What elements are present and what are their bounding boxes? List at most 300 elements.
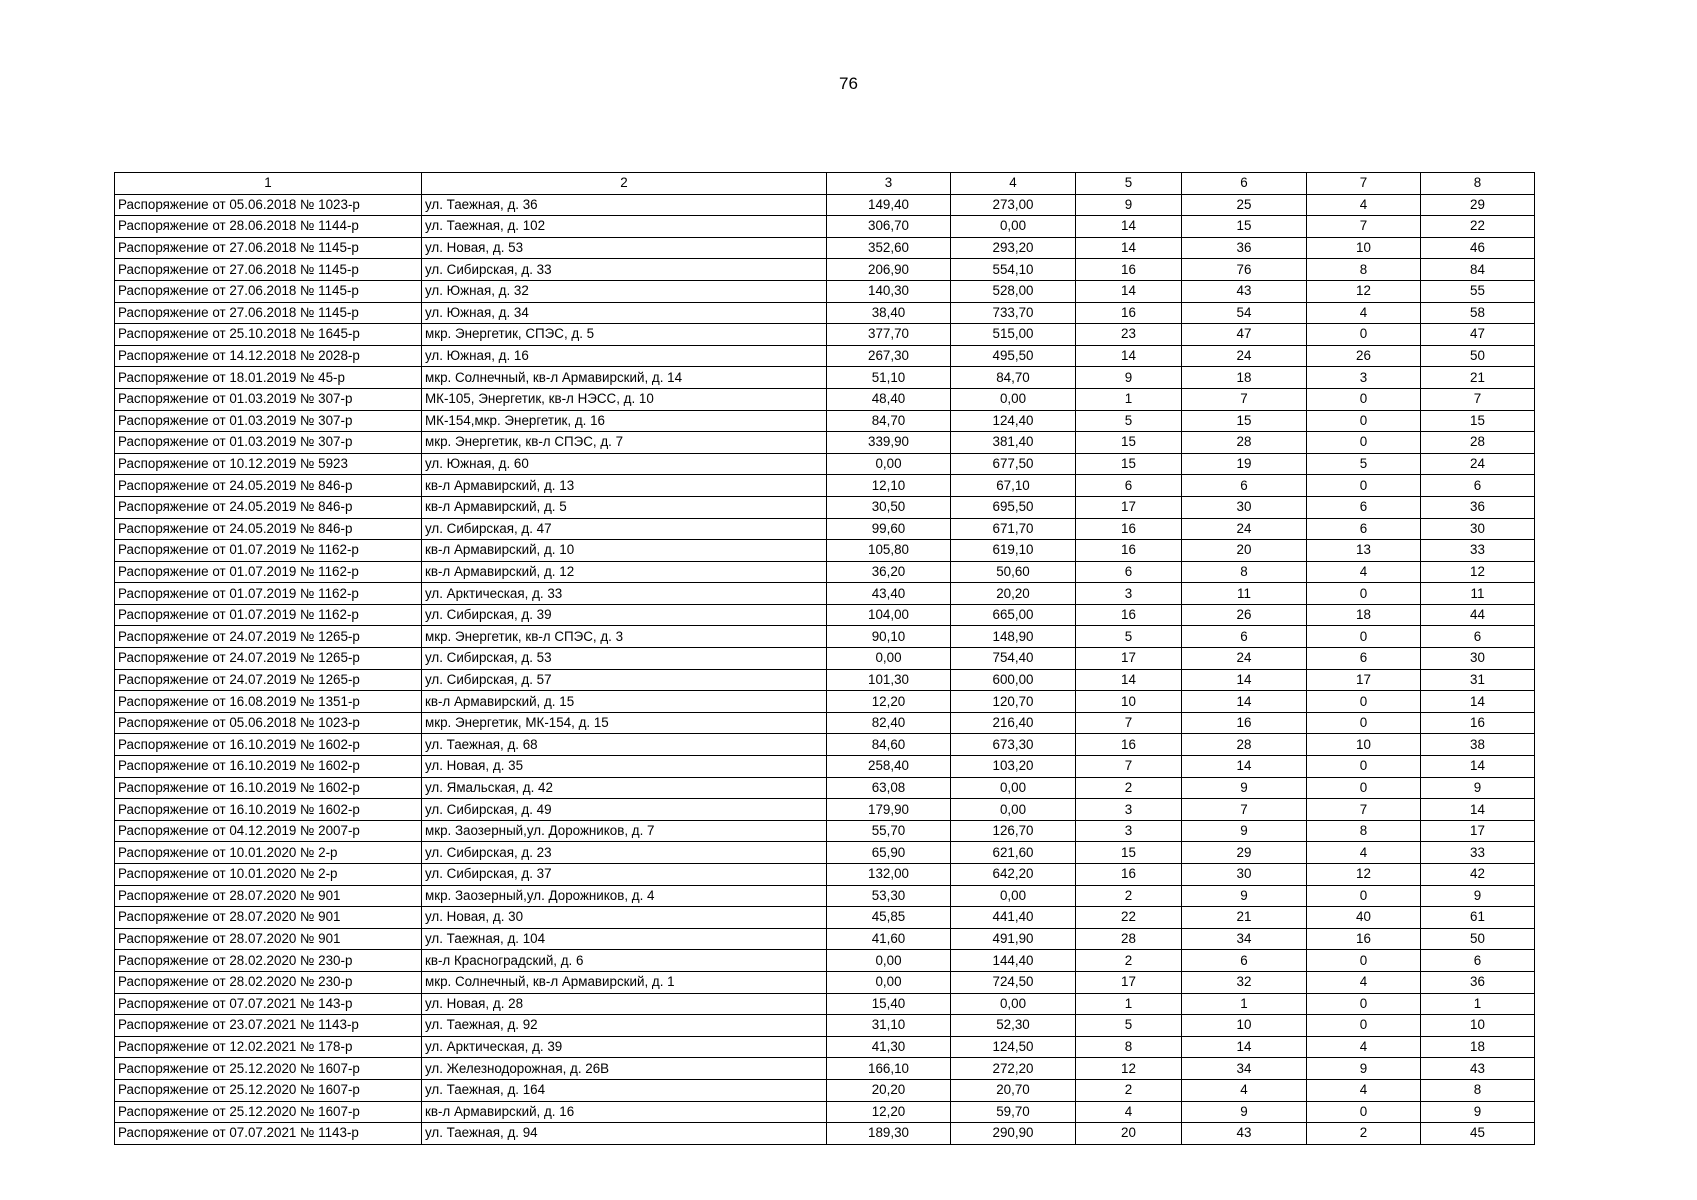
table-row (115, 367, 1535, 389)
value-cell: 24 (1421, 453, 1535, 475)
order-cell: Распоряжение от 23.07.2021 № 1143-р (115, 1015, 422, 1037)
value-cell: 2 (1076, 777, 1182, 799)
value-cell: 673,30 (951, 734, 1076, 756)
value-cell: 42 (1421, 864, 1535, 886)
value-cell: 7 (1307, 799, 1421, 821)
value-cell: 36 (1182, 237, 1307, 259)
address-cell: ул. Южная, д. 34 (422, 302, 827, 324)
address-cell: ул. Сибирская, д. 33 (422, 259, 827, 281)
address-cell: ул. Новая, д. 35 (422, 756, 827, 778)
value-cell: 14 (1182, 756, 1307, 778)
table-row (115, 410, 1535, 432)
value-cell: 16 (1076, 540, 1182, 562)
value-cell: 14 (1182, 669, 1307, 691)
value-cell: 99,60 (827, 518, 951, 540)
value-cell: 15 (1076, 842, 1182, 864)
value-cell: 0,00 (951, 777, 1076, 799)
address-cell: ул. Сибирская, д. 57 (422, 669, 827, 691)
value-cell: 10 (1307, 237, 1421, 259)
address-cell: кв-л Армавирский, д. 16 (422, 1101, 827, 1123)
value-cell: 23 (1076, 324, 1182, 346)
address-cell: ул. Таежная, д. 164 (422, 1079, 827, 1101)
value-cell: 441,40 (951, 907, 1076, 929)
order-cell: Распоряжение от 28.07.2020 № 901 (115, 928, 422, 950)
value-cell: 272,20 (951, 1058, 1076, 1080)
value-cell: 1 (1076, 993, 1182, 1015)
value-cell: 0,00 (827, 453, 951, 475)
value-cell: 53,30 (827, 885, 951, 907)
order-cell: Распоряжение от 16.08.2019 № 1351-р (115, 691, 422, 713)
value-cell: 30 (1182, 496, 1307, 518)
order-cell: Распоряжение от 10.01.2020 № 2-р (115, 864, 422, 886)
value-cell: 17 (1076, 971, 1182, 993)
value-cell: 9 (1076, 194, 1182, 216)
value-cell: 7 (1307, 216, 1421, 238)
value-cell: 22 (1076, 907, 1182, 929)
order-cell: Распоряжение от 24.07.2019 № 1265-р (115, 626, 422, 648)
address-cell: кв-л Армавирский, д. 13 (422, 475, 827, 497)
value-cell: 48,40 (827, 388, 951, 410)
address-cell: ул. Сибирская, д. 47 (422, 518, 827, 540)
value-cell: 6 (1182, 950, 1307, 972)
value-cell: 43 (1182, 280, 1307, 302)
order-cell: Распоряжение от 28.02.2020 № 230-р (115, 971, 422, 993)
address-cell: ул. Южная, д. 32 (422, 280, 827, 302)
value-cell: 14 (1182, 691, 1307, 713)
value-cell: 45,85 (827, 907, 951, 929)
value-cell: 101,30 (827, 669, 951, 691)
value-cell: 4 (1307, 194, 1421, 216)
value-cell: 8 (1076, 1036, 1182, 1058)
value-cell: 621,60 (951, 842, 1076, 864)
value-cell: 4 (1307, 302, 1421, 324)
value-cell: 267,30 (827, 345, 951, 367)
table-row (115, 993, 1535, 1015)
value-cell: 0,00 (827, 950, 951, 972)
table-row (115, 1101, 1535, 1123)
order-cell: Распоряжение от 16.10.2019 № 1602-р (115, 777, 422, 799)
table-row (115, 928, 1535, 950)
value-cell: 36,20 (827, 561, 951, 583)
table-row (115, 561, 1535, 583)
order-cell: Распоряжение от 24.05.2019 № 846-р (115, 518, 422, 540)
address-cell: ул. Таежная, д. 94 (422, 1123, 827, 1145)
value-cell: 15 (1182, 216, 1307, 238)
value-cell: 15 (1182, 410, 1307, 432)
value-cell: 76 (1182, 259, 1307, 281)
value-cell: 7 (1421, 388, 1535, 410)
value-cell: 0 (1307, 777, 1421, 799)
table-row (115, 237, 1535, 259)
table-row (115, 820, 1535, 842)
value-cell: 0 (1307, 691, 1421, 713)
order-cell: Распоряжение от 01.07.2019 № 1162-р (115, 604, 422, 626)
value-cell: 754,40 (951, 648, 1076, 670)
address-cell: ул. Сибирская, д. 37 (422, 864, 827, 886)
value-cell: 9 (1182, 1101, 1307, 1123)
order-cell: Распоряжение от 25.10.2018 № 1645-р (115, 324, 422, 346)
value-cell: 3 (1076, 583, 1182, 605)
value-cell: 6 (1307, 648, 1421, 670)
order-cell: Распоряжение от 01.03.2019 № 307-р (115, 388, 422, 410)
value-cell: 24 (1182, 345, 1307, 367)
value-cell: 8 (1307, 259, 1421, 281)
value-cell: 5 (1076, 1015, 1182, 1037)
value-cell: 28 (1182, 432, 1307, 454)
column-header: 6 (1182, 173, 1307, 195)
value-cell: 273,00 (951, 194, 1076, 216)
value-cell: 671,70 (951, 518, 1076, 540)
value-cell: 31,10 (827, 1015, 951, 1037)
value-cell: 34 (1182, 1058, 1307, 1080)
value-cell: 0 (1307, 756, 1421, 778)
value-cell: 46 (1421, 237, 1535, 259)
value-cell: 6 (1076, 475, 1182, 497)
order-cell: Распоряжение от 27.06.2018 № 1145-р (115, 259, 422, 281)
value-cell: 6 (1307, 496, 1421, 518)
value-cell: 9 (1076, 367, 1182, 389)
value-cell: 50 (1421, 345, 1535, 367)
order-cell: Распоряжение от 14.12.2018 № 2028-р (115, 345, 422, 367)
column-header: 1 (115, 173, 422, 195)
order-cell: Распоряжение от 28.02.2020 № 230-р (115, 950, 422, 972)
value-cell: 290,90 (951, 1123, 1076, 1145)
value-cell: 10 (1076, 691, 1182, 713)
value-cell: 0 (1307, 475, 1421, 497)
value-cell: 6 (1182, 475, 1307, 497)
order-cell: Распоряжение от 24.05.2019 № 846-р (115, 475, 422, 497)
value-cell: 15 (1076, 432, 1182, 454)
value-cell: 36 (1421, 496, 1535, 518)
order-cell: Распоряжение от 28.06.2018 № 1144-р (115, 216, 422, 238)
address-cell: ул. Южная, д. 60 (422, 453, 827, 475)
address-cell: кв-л Красноградский, д. 6 (422, 950, 827, 972)
table-row (115, 1015, 1535, 1037)
address-cell: ул. Таежная, д. 36 (422, 194, 827, 216)
order-cell: Распоряжение от 24.05.2019 № 846-р (115, 496, 422, 518)
value-cell: 12,10 (827, 475, 951, 497)
value-cell: 8 (1421, 1079, 1535, 1101)
value-cell: 12 (1307, 864, 1421, 886)
table-row (115, 1058, 1535, 1080)
value-cell: 21 (1421, 367, 1535, 389)
order-cell: Распоряжение от 12.02.2021 № 178-р (115, 1036, 422, 1058)
value-cell: 63,08 (827, 777, 951, 799)
value-cell: 19 (1182, 453, 1307, 475)
value-cell: 724,50 (951, 971, 1076, 993)
value-cell: 0 (1307, 1015, 1421, 1037)
value-cell: 65,90 (827, 842, 951, 864)
value-cell: 26 (1307, 345, 1421, 367)
value-cell: 40 (1307, 907, 1421, 929)
table-row (115, 388, 1535, 410)
value-cell: 59,70 (951, 1101, 1076, 1123)
value-cell: 17 (1076, 648, 1182, 670)
value-cell: 515,00 (951, 324, 1076, 346)
value-cell: 54 (1182, 302, 1307, 324)
value-cell: 33 (1421, 842, 1535, 864)
order-cell: Распоряжение от 28.07.2020 № 901 (115, 907, 422, 929)
value-cell: 148,90 (951, 626, 1076, 648)
value-cell: 41,30 (827, 1036, 951, 1058)
value-cell: 20,20 (827, 1079, 951, 1101)
table-row (115, 540, 1535, 562)
table-row (115, 453, 1535, 475)
value-cell: 52,30 (951, 1015, 1076, 1037)
value-cell: 495,50 (951, 345, 1076, 367)
value-cell: 8 (1182, 561, 1307, 583)
value-cell: 12 (1076, 1058, 1182, 1080)
table-row (115, 475, 1535, 497)
column-header: 4 (951, 173, 1076, 195)
value-cell: 642,20 (951, 864, 1076, 886)
page-number: 76 (839, 74, 858, 93)
value-cell: 132,00 (827, 864, 951, 886)
order-cell: Распоряжение от 01.03.2019 № 307-р (115, 432, 422, 454)
order-cell: Распоряжение от 27.06.2018 № 1145-р (115, 280, 422, 302)
value-cell: 10 (1182, 1015, 1307, 1037)
value-cell: 22 (1421, 216, 1535, 238)
value-cell: 12 (1421, 561, 1535, 583)
value-cell: 20 (1182, 540, 1307, 562)
value-cell: 9 (1182, 777, 1307, 799)
value-cell: 82,40 (827, 712, 951, 734)
value-cell: 14 (1421, 799, 1535, 821)
table-row (115, 302, 1535, 324)
value-cell: 4 (1307, 1079, 1421, 1101)
table-row (115, 259, 1535, 281)
value-cell: 6 (1076, 561, 1182, 583)
value-cell: 16 (1076, 302, 1182, 324)
table-row (115, 1123, 1535, 1145)
value-cell: 9 (1307, 1058, 1421, 1080)
value-cell: 43 (1182, 1123, 1307, 1145)
table-row (115, 669, 1535, 691)
value-cell: 103,20 (951, 756, 1076, 778)
value-cell: 206,90 (827, 259, 951, 281)
value-cell: 3 (1076, 799, 1182, 821)
order-cell: Распоряжение от 24.07.2019 № 1265-р (115, 648, 422, 670)
address-cell: ул. Таежная, д. 92 (422, 1015, 827, 1037)
value-cell: 17 (1076, 496, 1182, 518)
order-cell: Распоряжение от 25.12.2020 № 1607-р (115, 1101, 422, 1123)
value-cell: 47 (1182, 324, 1307, 346)
table-row (115, 907, 1535, 929)
value-cell: 30,50 (827, 496, 951, 518)
value-cell: 352,60 (827, 237, 951, 259)
value-cell: 0,00 (951, 799, 1076, 821)
order-cell: Распоряжение от 07.07.2021 № 143-р (115, 993, 422, 1015)
value-cell: 30 (1421, 518, 1535, 540)
value-cell: 0,00 (827, 648, 951, 670)
address-cell: мкр. Заозерный,ул. Дорожников, д. 4 (422, 885, 827, 907)
value-cell: 36 (1421, 971, 1535, 993)
address-cell: мкр. Энергетик, кв-л СПЭС, д. 3 (422, 626, 827, 648)
value-cell: 216,40 (951, 712, 1076, 734)
value-cell: 166,10 (827, 1058, 951, 1080)
table-row (115, 324, 1535, 346)
value-cell: 6 (1421, 950, 1535, 972)
value-cell: 105,80 (827, 540, 951, 562)
value-cell: 5 (1076, 626, 1182, 648)
value-cell: 30 (1182, 864, 1307, 886)
address-cell: ул. Ямальская, д. 42 (422, 777, 827, 799)
value-cell: 2 (1076, 885, 1182, 907)
value-cell: 24 (1182, 518, 1307, 540)
table-row (115, 777, 1535, 799)
value-cell: 7 (1076, 712, 1182, 734)
table-row (115, 648, 1535, 670)
value-cell: 61 (1421, 907, 1535, 929)
value-cell: 21 (1182, 907, 1307, 929)
value-cell: 17 (1307, 669, 1421, 691)
value-cell: 84 (1421, 259, 1535, 281)
order-cell: Распоряжение от 05.06.2018 № 1023-р (115, 194, 422, 216)
value-cell: 32 (1182, 971, 1307, 993)
order-cell: Распоряжение от 16.10.2019 № 1602-р (115, 734, 422, 756)
address-cell: мкр. Солнечный, кв-л Армавирский, д. 1 (422, 971, 827, 993)
order-cell: Распоряжение от 05.06.2018 № 1023-р (115, 712, 422, 734)
value-cell: 0 (1307, 1101, 1421, 1123)
column-header: 8 (1421, 173, 1535, 195)
table-row (115, 885, 1535, 907)
value-cell: 5 (1307, 453, 1421, 475)
value-cell: 55 (1421, 280, 1535, 302)
value-cell: 0 (1307, 410, 1421, 432)
address-cell: ул. Новая, д. 53 (422, 237, 827, 259)
table-row (115, 280, 1535, 302)
order-cell: Распоряжение от 18.01.2019 № 45-р (115, 367, 422, 389)
value-cell: 13 (1307, 540, 1421, 562)
address-cell: ул. Сибирская, д. 49 (422, 799, 827, 821)
value-cell: 25 (1182, 194, 1307, 216)
value-cell: 8 (1307, 820, 1421, 842)
value-cell: 9 (1421, 777, 1535, 799)
value-cell: 677,50 (951, 453, 1076, 475)
value-cell: 15 (1076, 453, 1182, 475)
table-row (115, 604, 1535, 626)
table-row (115, 216, 1535, 238)
table-row (115, 756, 1535, 778)
value-cell: 2 (1307, 1123, 1421, 1145)
value-cell: 1 (1421, 993, 1535, 1015)
value-cell: 258,40 (827, 756, 951, 778)
value-cell: 0 (1307, 626, 1421, 648)
value-cell: 38 (1421, 734, 1535, 756)
value-cell: 50,60 (951, 561, 1076, 583)
table-header-row (115, 173, 1535, 195)
value-cell: 0 (1307, 583, 1421, 605)
value-cell: 381,40 (951, 432, 1076, 454)
value-cell: 104,00 (827, 604, 951, 626)
column-header: 2 (422, 173, 827, 195)
value-cell: 2 (1076, 1079, 1182, 1101)
value-cell: 9 (1182, 885, 1307, 907)
value-cell: 9 (1421, 1101, 1535, 1123)
value-cell: 14 (1421, 756, 1535, 778)
data-table (114, 172, 1535, 1145)
order-cell: Распоряжение от 16.10.2019 № 1602-р (115, 799, 422, 821)
value-cell: 0 (1307, 712, 1421, 734)
table-row (115, 496, 1535, 518)
order-cell: Распоряжение от 01.07.2019 № 1162-р (115, 540, 422, 562)
value-cell: 34 (1182, 928, 1307, 950)
value-cell: 0,00 (951, 993, 1076, 1015)
value-cell: 31 (1421, 669, 1535, 691)
order-cell: Распоряжение от 01.07.2019 № 1162-р (115, 583, 422, 605)
value-cell: 0,00 (827, 971, 951, 993)
value-cell: 90,10 (827, 626, 951, 648)
address-cell: мкр. Заозерный,ул. Дорожников, д. 7 (422, 820, 827, 842)
value-cell: 3 (1076, 820, 1182, 842)
value-cell: 189,30 (827, 1123, 951, 1145)
table-row (115, 691, 1535, 713)
value-cell: 554,10 (951, 259, 1076, 281)
value-cell: 179,90 (827, 799, 951, 821)
value-cell: 11 (1182, 583, 1307, 605)
value-cell: 339,90 (827, 432, 951, 454)
value-cell: 67,10 (951, 475, 1076, 497)
value-cell: 84,60 (827, 734, 951, 756)
value-cell: 4 (1307, 1036, 1421, 1058)
value-cell: 18 (1421, 1036, 1535, 1058)
value-cell: 47 (1421, 324, 1535, 346)
value-cell: 16 (1182, 712, 1307, 734)
value-cell: 9 (1182, 820, 1307, 842)
column-header: 5 (1076, 173, 1182, 195)
value-cell: 43 (1421, 1058, 1535, 1080)
value-cell: 16 (1421, 712, 1535, 734)
address-cell: мкр. Энергетик, МК-154, д. 15 (422, 712, 827, 734)
value-cell: 0,00 (951, 388, 1076, 410)
value-cell: 14 (1076, 237, 1182, 259)
address-cell: мкр. Солнечный, кв-л Армавирский, д. 14 (422, 367, 827, 389)
table-row (115, 1036, 1535, 1058)
order-cell: Распоряжение от 07.07.2021 № 1143-р (115, 1123, 422, 1145)
value-cell: 84,70 (827, 410, 951, 432)
table-row (115, 950, 1535, 972)
value-cell: 17 (1421, 820, 1535, 842)
table-row (115, 583, 1535, 605)
table-row (115, 194, 1535, 216)
value-cell: 619,10 (951, 540, 1076, 562)
value-cell: 14 (1421, 691, 1535, 713)
value-cell: 528,00 (951, 280, 1076, 302)
value-cell: 695,50 (951, 496, 1076, 518)
order-cell: Распоряжение от 01.03.2019 № 307-р (115, 410, 422, 432)
value-cell: 28 (1076, 928, 1182, 950)
value-cell: 15 (1421, 410, 1535, 432)
order-cell: Распоряжение от 24.07.2019 № 1265-р (115, 669, 422, 691)
order-cell: Распоряжение от 10.01.2020 № 2-р (115, 842, 422, 864)
value-cell: 665,00 (951, 604, 1076, 626)
value-cell: 733,70 (951, 302, 1076, 324)
address-cell: кв-л Армавирский, д. 12 (422, 561, 827, 583)
address-cell: ул. Новая, д. 30 (422, 907, 827, 929)
order-cell: Распоряжение от 04.12.2019 № 2007-р (115, 820, 422, 842)
table-row (115, 626, 1535, 648)
value-cell: 4 (1076, 1101, 1182, 1123)
value-cell: 50 (1421, 928, 1535, 950)
value-cell: 2 (1076, 950, 1182, 972)
value-cell: 38,40 (827, 302, 951, 324)
value-cell: 126,70 (951, 820, 1076, 842)
value-cell: 55,70 (827, 820, 951, 842)
address-cell: ул. Арктическая, д. 39 (422, 1036, 827, 1058)
value-cell: 24 (1182, 648, 1307, 670)
table-row (115, 1079, 1535, 1101)
table-row (115, 842, 1535, 864)
